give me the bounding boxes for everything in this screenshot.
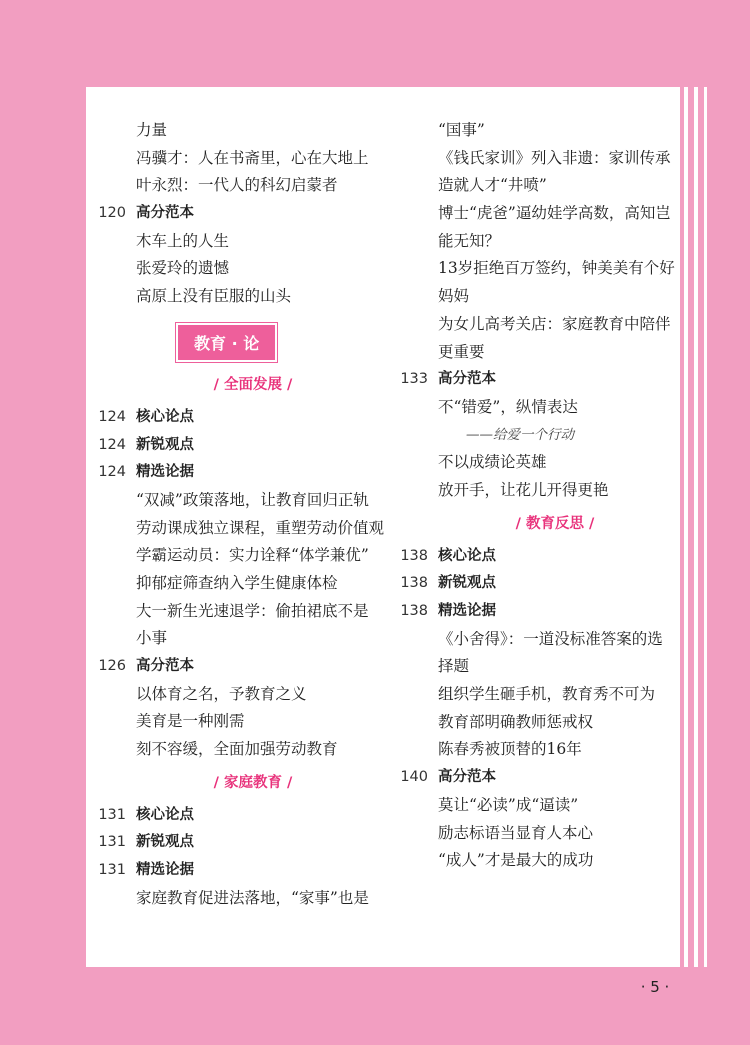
- toc-entry[interactable]: [390, 736, 680, 764]
- page-ref: 124: [98, 408, 126, 425]
- subsection-heading: [88, 366, 378, 404]
- toc-heading-entry[interactable]: [88, 802, 378, 830]
- entry-title: 不以成绩论英雄: [438, 453, 547, 472]
- toc-entry[interactable]: [390, 172, 680, 200]
- entry-title: 张爱玲的遗憾: [136, 259, 230, 278]
- toc-entry[interactable]: [88, 598, 378, 626]
- toc-heading-entry[interactable]: [88, 404, 378, 432]
- page-ref: 120: [98, 205, 126, 222]
- entry-title: 陈春秀被顶替的16年: [438, 740, 582, 759]
- toc-heading-entry[interactable]: [88, 200, 378, 228]
- toc-entry[interactable]: [88, 542, 378, 570]
- subsection-label: / 家庭教育 /: [213, 774, 293, 791]
- entry-title: 13岁拒绝百万签约，钟美美有个好: [438, 259, 675, 278]
- page-ref: 138: [400, 547, 428, 564]
- entry-title: 学霸运动员：实力诠释“体学兼优”: [136, 546, 369, 565]
- entry-title: “国事”: [438, 121, 485, 139]
- decorative-stripe: [684, 87, 688, 967]
- entry-title: 能无知？: [438, 231, 501, 250]
- entry-title: “成人”才是最大的成功: [438, 851, 594, 870]
- toc-entry[interactable]: [390, 311, 680, 339]
- toc-entry[interactable]: [88, 681, 378, 709]
- entry-title: 家庭教育促进法落地，“家事”也是: [136, 888, 369, 907]
- toc-entry[interactable]: [390, 449, 680, 477]
- subsection-heading: [88, 764, 378, 802]
- page-ref: 124: [98, 464, 126, 481]
- toc-entry[interactable]: [390, 117, 680, 145]
- toc-right-column: [390, 117, 680, 875]
- entry-title: 教育部明确教师惩戒权: [438, 712, 594, 731]
- right-border: [680, 87, 750, 967]
- entry-title: 力量: [136, 121, 168, 139]
- entry-title: 新锐观点: [438, 575, 496, 592]
- entry-title: 精选论据: [136, 862, 194, 879]
- toc-entry[interactable]: [88, 487, 378, 515]
- section-title: 教育 · 论: [178, 325, 275, 360]
- subsection-heading: [390, 505, 680, 543]
- toc-entry[interactable]: [88, 117, 378, 145]
- subsection-label: / 教育反思 /: [515, 515, 595, 532]
- entry-title: 妈妈: [438, 287, 470, 306]
- toc-entry[interactable]: [390, 626, 680, 654]
- toc-heading-entry[interactable]: [88, 829, 378, 857]
- entry-title: 高原上没有臣服的山头: [136, 287, 292, 306]
- section-title-box: [88, 311, 378, 366]
- toc-entry[interactable]: [390, 255, 680, 283]
- entry-title: 《小舍得》：一道没标准答案的选: [438, 629, 663, 648]
- toc-entry[interactable]: [390, 847, 680, 875]
- toc-heading-entry[interactable]: [390, 543, 680, 571]
- entry-title: 放开手，让花儿开得更艳: [438, 480, 609, 499]
- toc-heading-entry[interactable]: [88, 459, 378, 487]
- entry-title: 抑郁症筛查纳入学生健康体检: [136, 573, 338, 592]
- entry-title: 核心论点: [136, 408, 194, 425]
- entry-title: 不“错爱”，纵情表达: [438, 397, 578, 416]
- toc-entry[interactable]: [88, 172, 378, 200]
- toc-entry[interactable]: [88, 708, 378, 736]
- entry-title: 劳动课成独立课程，重塑劳动价值观: [136, 518, 385, 537]
- top-border: [0, 0, 750, 87]
- entry-title: 小事: [136, 629, 168, 648]
- toc-entry[interactable]: [390, 422, 680, 450]
- entry-title: 博士“虎爸”逼幼娃学高数，高知岂: [438, 204, 671, 223]
- toc-entry[interactable]: [390, 709, 680, 737]
- toc-entry[interactable]: [390, 792, 680, 820]
- entry-title: 更重要: [438, 342, 485, 361]
- toc-entry[interactable]: [88, 255, 378, 283]
- toc-entry[interactable]: [390, 200, 680, 228]
- toc-entry[interactable]: [88, 228, 378, 256]
- page-ref: 124: [98, 436, 126, 453]
- page-ref: 131: [98, 806, 126, 823]
- entry-title: 莫让“必读”成“逼读”: [438, 795, 579, 814]
- toc-entry[interactable]: [88, 625, 378, 653]
- entry-title: 刻不容缓，全面加强劳动教育: [136, 740, 338, 759]
- toc-heading-entry[interactable]: [88, 653, 378, 681]
- entry-title: 组织学生砸手机，教育秀不可为: [438, 685, 656, 704]
- toc-entry[interactable]: [390, 477, 680, 505]
- decorative-stripe: [694, 87, 698, 967]
- entry-title: ——给爱一个行动: [466, 426, 574, 443]
- entry-title: 精选论据: [438, 603, 496, 619]
- page-ref: 133: [400, 371, 428, 388]
- toc-entry[interactable]: [390, 681, 680, 709]
- toc-entry[interactable]: [88, 145, 378, 173]
- page-ref: 140: [400, 769, 428, 786]
- toc-entry[interactable]: [88, 736, 378, 764]
- toc-entry[interactable]: [88, 570, 378, 598]
- entry-title: 核心论点: [136, 806, 194, 823]
- entry-title: 以体育之名，予教育之义: [136, 684, 307, 703]
- page-ref: 138: [400, 575, 428, 592]
- entry-title: 择题: [438, 657, 470, 676]
- entry-title: 励志标语当显育人本心: [438, 823, 594, 842]
- toc-entry[interactable]: [390, 394, 680, 422]
- entry-title: 核心论点: [438, 547, 496, 564]
- toc-entry[interactable]: [88, 515, 385, 543]
- entry-title: 《钱氏家训》列入非遗：家训传承: [438, 148, 671, 167]
- entry-title: 高分范本: [438, 769, 496, 786]
- entry-title: 为女儿高考关店：家庭教育中陪伴: [438, 314, 671, 333]
- toc-entry[interactable]: [88, 885, 378, 913]
- entry-title: 精选论据: [136, 464, 194, 481]
- toc-heading-entry[interactable]: [390, 366, 680, 394]
- toc-heading-entry[interactable]: [88, 857, 378, 885]
- decorative-stripe: [704, 87, 707, 967]
- entry-title: “双减”政策落地，让教育回归正轨: [136, 490, 369, 509]
- page-ref: 138: [400, 603, 428, 619]
- toc-heading-entry[interactable]: [390, 570, 680, 598]
- toc-entry[interactable]: [390, 820, 680, 848]
- entry-title: 木车上的人生: [136, 231, 230, 250]
- entry-title: 叶永烈：一代人的科幻启蒙者: [136, 176, 338, 195]
- toc-left-column: [88, 117, 385, 913]
- page-ref: 131: [98, 862, 126, 879]
- page-ref: 126: [98, 658, 126, 674]
- toc-entry[interactable]: [88, 283, 378, 311]
- entry-title: 新锐观点: [136, 834, 194, 851]
- page-ref: 131: [98, 834, 126, 851]
- toc-entry[interactable]: [390, 228, 680, 256]
- toc-entry[interactable]: [390, 145, 680, 173]
- entry-title: 高分范本: [438, 371, 496, 388]
- toc-heading-entry[interactable]: [390, 598, 680, 626]
- entry-title: 大一新生光速退学：偷拍裙底不是: [136, 601, 369, 620]
- page-number: · 5 ·: [640, 978, 670, 996]
- toc-heading-entry[interactable]: [390, 764, 680, 792]
- entry-title: 造就人才“井喷”: [438, 176, 547, 195]
- toc-entry[interactable]: [390, 653, 680, 681]
- entry-title: 高分范本: [136, 658, 194, 674]
- subsection-label: / 全面发展 /: [213, 376, 293, 393]
- entry-title: 高分范本: [136, 205, 194, 222]
- toc-heading-entry[interactable]: [88, 432, 378, 460]
- entry-title: 冯骥才：人在书斋里，心在大地上: [136, 148, 369, 167]
- entry-title: 新锐观点: [136, 436, 194, 453]
- toc-entry[interactable]: [390, 339, 680, 367]
- toc-entry[interactable]: [390, 283, 680, 311]
- entry-title: 美育是一种刚需: [136, 712, 245, 731]
